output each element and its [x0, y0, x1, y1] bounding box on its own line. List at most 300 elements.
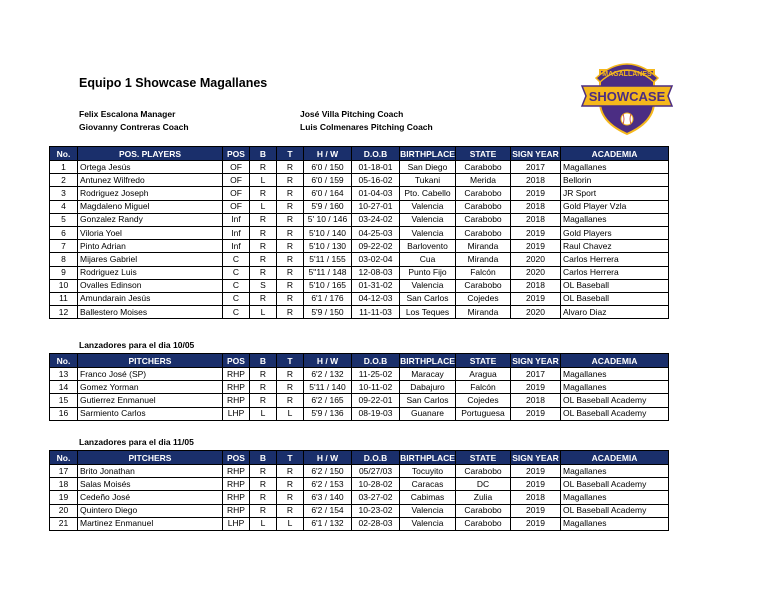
cell-sign-year: 2019: [511, 292, 561, 305]
cell-dob: 05/27/03: [352, 465, 400, 478]
cell-sign-year: 2017: [511, 368, 561, 381]
cell-academia: Carlos Herrera: [561, 253, 669, 266]
cell-academia: Magallanes: [561, 465, 669, 478]
cell-bats: R: [250, 213, 277, 226]
cell-throws: R: [277, 187, 304, 200]
cell-throws: R: [277, 504, 304, 517]
cell-name: Brito Jonathan: [78, 465, 223, 478]
pitching-coach-line: Luis Colmenares Pitching Coach: [300, 122, 433, 132]
cell-bats: R: [250, 465, 277, 478]
cell-academia: JR Sport: [561, 187, 669, 200]
cell-height-weight: 5' 10 / 146: [304, 213, 352, 226]
cell-academia: Gold Player Vzla: [561, 200, 669, 213]
table-row: [50, 306, 669, 319]
cell-sign-year: 2018: [511, 279, 561, 292]
cell-throws: R: [277, 226, 304, 239]
cell-birthplace: Guanare: [400, 407, 456, 420]
cell-birthplace: Valencia: [400, 517, 456, 530]
cell-bats: R: [250, 161, 277, 174]
column-header-dob: D.O.B: [352, 147, 400, 161]
cell-sign-year: 2019: [511, 226, 561, 239]
column-header-birthplace: BIRTHPLACE: [400, 148, 455, 159]
cell-academia: OL Baseball: [561, 292, 669, 305]
table-row: [50, 478, 669, 491]
cell-no: 13: [50, 368, 78, 381]
cell-name: Rodriguez Joseph: [78, 187, 223, 200]
cell-state: Portuguesa: [456, 407, 511, 420]
cell-height-weight: 6'0 / 159: [304, 174, 352, 187]
cell-pos: OF: [223, 174, 250, 187]
cell-dob: 04-25-03: [352, 226, 400, 239]
cell-height-weight: 6'2 / 132: [304, 368, 352, 381]
cell-name: Ortega Jesús: [78, 161, 223, 174]
table-row: [50, 187, 669, 200]
column-header-no: No.: [50, 354, 78, 368]
cell-no: 18: [50, 478, 78, 491]
column-header-bats: B: [250, 451, 277, 465]
column-header-throws: T: [277, 451, 304, 465]
cell-name: Antunez Wilfredo: [78, 174, 223, 187]
cell-height-weight: 6'2 / 165: [304, 394, 352, 407]
cell-name: Ovalles Edinson: [78, 279, 223, 292]
cell-name: Pinto Adrian: [78, 240, 223, 253]
cell-name: Magdaleno Miguel: [78, 200, 223, 213]
cell-height-weight: 6'1 / 176: [304, 292, 352, 305]
cell-height-weight: 5'11 / 155: [304, 253, 352, 266]
cell-bats: R: [250, 504, 277, 517]
column-header-height-weight: H / W: [304, 354, 352, 368]
cell-no: 16: [50, 407, 78, 420]
cell-state: Cojedes: [456, 292, 511, 305]
cell-height-weight: 5'9 / 136: [304, 407, 352, 420]
column-header-birthplace: BIRTHPLACE: [400, 355, 455, 366]
table-row: [50, 240, 669, 253]
cell-height-weight: 6'0 / 164: [304, 187, 352, 200]
column-header-dob: D.O.B: [352, 451, 400, 465]
cell-name: Salas Moisés: [78, 478, 223, 491]
cell-dob: 10-23-02: [352, 504, 400, 517]
column-header-name: PITCHERS: [78, 451, 223, 465]
cell-academia: OL Baseball Academy: [561, 504, 669, 517]
column-header-academia: ACADEMIA: [561, 147, 669, 161]
cell-sign-year: 2017: [511, 161, 561, 174]
cell-dob: 01-31-02: [352, 279, 400, 292]
cell-academia: Bellorin: [561, 174, 669, 187]
cell-bats: R: [250, 381, 277, 394]
table-row: [50, 517, 669, 530]
staff-left: [79, 108, 189, 134]
cell-throws: R: [277, 368, 304, 381]
cell-sign-year: 2018: [511, 491, 561, 504]
column-header-height-weight: H / W: [304, 147, 352, 161]
cell-throws: R: [277, 465, 304, 478]
cell-throws: R: [277, 478, 304, 491]
cell-no: 20: [50, 504, 78, 517]
cell-pos: RHP: [223, 491, 250, 504]
cell-no: 14: [50, 381, 78, 394]
cell-state: Miranda: [456, 240, 511, 253]
table-header-row: [50, 147, 669, 161]
cell-no: 1: [50, 161, 78, 174]
cell-dob: 10-28-02: [352, 478, 400, 491]
cell-bats: R: [250, 292, 277, 305]
cell-dob: 03-24-02: [352, 213, 400, 226]
page-title: Equipo 1 Showcase Magallanes: [79, 76, 268, 90]
cell-birthplace: Barlovento: [400, 240, 456, 253]
cell-sign-year: 2019: [511, 478, 561, 491]
table-row: [50, 213, 669, 226]
cell-bats: R: [250, 187, 277, 200]
cell-academia: Gold Players: [561, 226, 669, 239]
cell-pos: Inf: [223, 240, 250, 253]
cell-name: Rodriguez Luis: [78, 266, 223, 279]
cell-state: Carabobo: [456, 213, 511, 226]
cell-birthplace: Cua: [400, 253, 456, 266]
cell-height-weight: 6'1 / 132: [304, 517, 352, 530]
table-header-row: [50, 451, 669, 465]
cell-academia: OL Baseball Academy: [561, 407, 669, 420]
cell-throws: R: [277, 491, 304, 504]
cell-pos: LHP: [223, 407, 250, 420]
cell-height-weight: 6'2 / 154: [304, 504, 352, 517]
showcase-magallanes-logo: [578, 52, 676, 136]
column-header-bats: B: [250, 354, 277, 368]
cell-name: Mijares Gabriel: [78, 253, 223, 266]
cell-sign-year: 2019: [511, 517, 561, 530]
cell-name: Sarmiento Carlos: [78, 407, 223, 420]
cell-pos: RHP: [223, 504, 250, 517]
cell-state: Falcón: [456, 381, 511, 394]
cell-pos: LHP: [223, 517, 250, 530]
cell-no: 5: [50, 213, 78, 226]
cell-name: Franco José (SP): [78, 368, 223, 381]
cell-name: Amundarain Jesús: [78, 292, 223, 305]
cell-academia: Magallanes: [561, 368, 669, 381]
cell-height-weight: 5''11 / 148: [304, 266, 352, 279]
cell-sign-year: 2020: [511, 306, 561, 319]
cell-sign-year: 2018: [511, 213, 561, 226]
cell-sign-year: 2018: [511, 174, 561, 187]
table-row: [50, 174, 669, 187]
cell-state: Cojedes: [456, 394, 511, 407]
column-header-state: STATE: [456, 147, 511, 161]
cell-throws: R: [277, 266, 304, 279]
cell-throws: R: [277, 394, 304, 407]
cell-academia: OL Baseball: [561, 279, 669, 292]
cell-bats: R: [250, 394, 277, 407]
cell-dob: 09-22-02: [352, 240, 400, 253]
cell-sign-year: 2019: [511, 187, 561, 200]
cell-birthplace: San Diego: [400, 161, 456, 174]
table-row: [50, 266, 669, 279]
cell-birthplace: Tocuyito: [400, 465, 456, 478]
cell-state: Carabobo: [456, 200, 511, 213]
cell-throws: L: [277, 517, 304, 530]
cell-height-weight: 5'9 / 160: [304, 200, 352, 213]
cell-dob: 02-28-03: [352, 517, 400, 530]
cell-name: Quintero Diego: [78, 504, 223, 517]
cell-sign-year: 2020: [511, 266, 561, 279]
cell-no: 17: [50, 465, 78, 478]
cell-pos: Inf: [223, 213, 250, 226]
column-header-state: STATE: [456, 354, 511, 368]
cell-pos: C: [223, 306, 250, 319]
cell-bats: R: [250, 226, 277, 239]
column-header-no: No.: [50, 451, 78, 465]
cell-birthplace: Caracas: [400, 478, 456, 491]
column-header-pos: POS: [223, 451, 250, 465]
cell-no: 15: [50, 394, 78, 407]
cell-name: Gutierrez Enmanuel: [78, 394, 223, 407]
cell-no: 8: [50, 253, 78, 266]
table-row: [50, 407, 669, 420]
cell-birthplace: Maracay: [400, 368, 456, 381]
cell-birthplace: Punto Fijo: [400, 266, 456, 279]
cell-state: Carabobo: [456, 279, 511, 292]
section-title-pitchers-11-05: Lanzadores para el dia 11/05: [79, 437, 194, 447]
cell-dob: 01-04-03: [352, 187, 400, 200]
cell-birthplace: San Carlos: [400, 394, 456, 407]
cell-birthplace: Valencia: [400, 200, 456, 213]
cell-throws: L: [277, 407, 304, 420]
cell-no: 11: [50, 292, 78, 305]
cell-birthplace: Pto. Cabello: [400, 187, 456, 200]
logo-main-text: SHOWCASE: [588, 89, 666, 104]
cell-pos: RHP: [223, 394, 250, 407]
cell-dob: 10-11-02: [352, 381, 400, 394]
cell-name: Martinez Enmanuel: [78, 517, 223, 530]
cell-sign-year: 2018: [511, 200, 561, 213]
cell-throws: R: [277, 292, 304, 305]
cell-state: Carabobo: [456, 161, 511, 174]
table-row: [50, 226, 669, 239]
cell-pos: RHP: [223, 368, 250, 381]
cell-birthplace: Valencia: [400, 504, 456, 517]
cell-bats: R: [250, 478, 277, 491]
cell-pos: C: [223, 279, 250, 292]
cell-academia: OL Baseball Academy: [561, 478, 669, 491]
cell-pos: OF: [223, 187, 250, 200]
table-row: [50, 253, 669, 266]
cell-name: Gonzalez Randy: [78, 213, 223, 226]
cell-birthplace: Los Teques: [400, 306, 456, 319]
coach-line: Giovanny Contreras Coach: [79, 122, 189, 132]
cell-birthplace: Valencia: [400, 213, 456, 226]
table-row: [50, 465, 669, 478]
cell-height-weight: 5'11 / 140: [304, 381, 352, 394]
cell-sign-year: 2019: [511, 240, 561, 253]
cell-height-weight: 6'0 / 150: [304, 161, 352, 174]
cell-dob: 05-16-02: [352, 174, 400, 187]
cell-bats: L: [250, 407, 277, 420]
cell-pos: OF: [223, 200, 250, 213]
cell-state: Miranda: [456, 306, 511, 319]
cell-throws: R: [277, 213, 304, 226]
cell-birthplace: San Carlos: [400, 292, 456, 305]
cell-sign-year: 2020: [511, 253, 561, 266]
table-row: [50, 394, 669, 407]
cell-birthplace: Valencia: [400, 279, 456, 292]
cell-state: Falcón: [456, 266, 511, 279]
cell-height-weight: 6'3 / 140: [304, 491, 352, 504]
cell-birthplace: Valencia: [400, 226, 456, 239]
cell-academia: Alvaro Diaz: [561, 306, 669, 319]
cell-height-weight: 5'10 / 140: [304, 226, 352, 239]
cell-sign-year: 2019: [511, 465, 561, 478]
column-header-sign-year: SIGN YEAR: [512, 452, 559, 463]
staff-right: [300, 108, 433, 134]
cell-name: Viloria Yoel: [78, 226, 223, 239]
table-row: [50, 368, 669, 381]
cell-state: DC: [456, 478, 511, 491]
cell-academia: Carlos Herrera: [561, 266, 669, 279]
cell-sign-year: 2018: [511, 394, 561, 407]
cell-dob: 10-27-01: [352, 200, 400, 213]
cell-dob: 12-08-03: [352, 266, 400, 279]
cell-name: Ballestero Moises: [78, 306, 223, 319]
cell-no: 4: [50, 200, 78, 213]
table-row: [50, 200, 669, 213]
column-header-pos: POS: [223, 354, 250, 368]
logo-top-text: MAGALLANES: [602, 71, 652, 78]
cell-state: Carabobo: [456, 504, 511, 517]
cell-dob: 08-19-03: [352, 407, 400, 420]
cell-sign-year: 2019: [511, 504, 561, 517]
cell-state: Carabobo: [456, 187, 511, 200]
column-header-no: No.: [50, 147, 78, 161]
cell-height-weight: 5'10 / 130: [304, 240, 352, 253]
cell-state: Zulia: [456, 491, 511, 504]
cell-throws: R: [277, 200, 304, 213]
cell-pos: Inf: [223, 226, 250, 239]
cell-no: 7: [50, 240, 78, 253]
cell-pos: RHP: [223, 478, 250, 491]
cell-dob: 11-11-03: [352, 306, 400, 319]
table-row: [50, 504, 669, 517]
cell-bats: L: [250, 174, 277, 187]
cell-state: Merida: [456, 174, 511, 187]
cell-pos: OF: [223, 161, 250, 174]
column-header-sign-year: SIGN YEAR: [512, 355, 559, 366]
cell-sign-year: 2019: [511, 407, 561, 420]
manager-line: Felix Escalona Manager: [79, 109, 176, 119]
column-header-sign-year: SIGN YEAR: [512, 148, 559, 159]
column-header-throws: T: [277, 354, 304, 368]
column-header-dob: D.O.B: [352, 354, 400, 368]
cell-bats: L: [250, 306, 277, 319]
cell-no: 2: [50, 174, 78, 187]
cell-name: Cedeño José: [78, 491, 223, 504]
cell-pos: C: [223, 266, 250, 279]
cell-height-weight: 5'9 / 150: [304, 306, 352, 319]
section-title-pitchers-10-05: Lanzadores para el dia 10/05: [79, 340, 195, 350]
cell-academia: Magallanes: [561, 161, 669, 174]
cell-academia: Raul Chavez: [561, 240, 669, 253]
cell-state: Carabobo: [456, 465, 511, 478]
cell-academia: Magallanes: [561, 213, 669, 226]
cell-dob: 09-22-01: [352, 394, 400, 407]
cell-academia: OL Baseball Academy: [561, 394, 669, 407]
cell-no: 6: [50, 226, 78, 239]
cell-state: Carabobo: [456, 517, 511, 530]
cell-bats: R: [250, 491, 277, 504]
column-header-pos: POS: [223, 147, 250, 161]
cell-pos: RHP: [223, 381, 250, 394]
cell-no: 21: [50, 517, 78, 530]
cell-throws: R: [277, 240, 304, 253]
cell-academia: Magallanes: [561, 517, 669, 530]
cell-dob: 03-02-04: [352, 253, 400, 266]
cell-pos: C: [223, 292, 250, 305]
cell-no: 3: [50, 187, 78, 200]
cell-state: Miranda: [456, 253, 511, 266]
cell-name: Gomez Yorman: [78, 381, 223, 394]
cell-bats: R: [250, 240, 277, 253]
cell-bats: L: [250, 200, 277, 213]
cell-birthplace: Cabimas: [400, 491, 456, 504]
column-header-name: PITCHERS: [78, 354, 223, 368]
cell-throws: R: [277, 253, 304, 266]
cell-sign-year: 2019: [511, 381, 561, 394]
table-row: [50, 292, 669, 305]
cell-dob: 11-25-02: [352, 368, 400, 381]
cell-no: 19: [50, 491, 78, 504]
cell-throws: R: [277, 306, 304, 319]
pitching-coach-line: José Villa Pitching Coach: [300, 109, 404, 119]
cell-throws: R: [277, 161, 304, 174]
cell-dob: 04-12-03: [352, 292, 400, 305]
cell-height-weight: 5'10 / 165: [304, 279, 352, 292]
cell-dob: 01-18-01: [352, 161, 400, 174]
cell-bats: R: [250, 266, 277, 279]
cell-birthplace: Tukani: [400, 174, 456, 187]
column-header-birthplace: BIRTHPLACE: [400, 452, 455, 463]
cell-state: Aragua: [456, 368, 511, 381]
cell-height-weight: 6'2 / 153: [304, 478, 352, 491]
column-header-throws: T: [277, 147, 304, 161]
cell-bats: S: [250, 279, 277, 292]
column-header-name: POS. PLAYERS: [78, 147, 223, 161]
table-row: [50, 491, 669, 504]
cell-bats: L: [250, 517, 277, 530]
pitchers-table-11-05: [49, 450, 669, 531]
cell-pos: RHP: [223, 465, 250, 478]
column-header-height-weight: H / W: [304, 451, 352, 465]
table-row: [50, 279, 669, 292]
cell-state: Carabobo: [456, 226, 511, 239]
cell-academia: Magallanes: [561, 381, 669, 394]
table-row: [50, 161, 669, 174]
column-header-academia: ACADEMIA: [561, 354, 669, 368]
cell-height-weight: 6'2 / 150: [304, 465, 352, 478]
column-header-state: STATE: [456, 451, 511, 465]
cell-birthplace: Dabajuro: [400, 381, 456, 394]
cell-no: 12: [50, 306, 78, 319]
column-header-academia: ACADEMIA: [561, 451, 669, 465]
cell-throws: R: [277, 279, 304, 292]
pitchers-table-10-05: [49, 353, 669, 421]
cell-pos: C: [223, 253, 250, 266]
cell-throws: R: [277, 174, 304, 187]
table-row: [50, 381, 669, 394]
cell-throws: R: [277, 381, 304, 394]
cell-bats: R: [250, 368, 277, 381]
cell-no: 9: [50, 266, 78, 279]
cell-dob: 03-27-02: [352, 491, 400, 504]
table-header-row: [50, 354, 669, 368]
cell-no: 10: [50, 279, 78, 292]
cell-bats: R: [250, 253, 277, 266]
